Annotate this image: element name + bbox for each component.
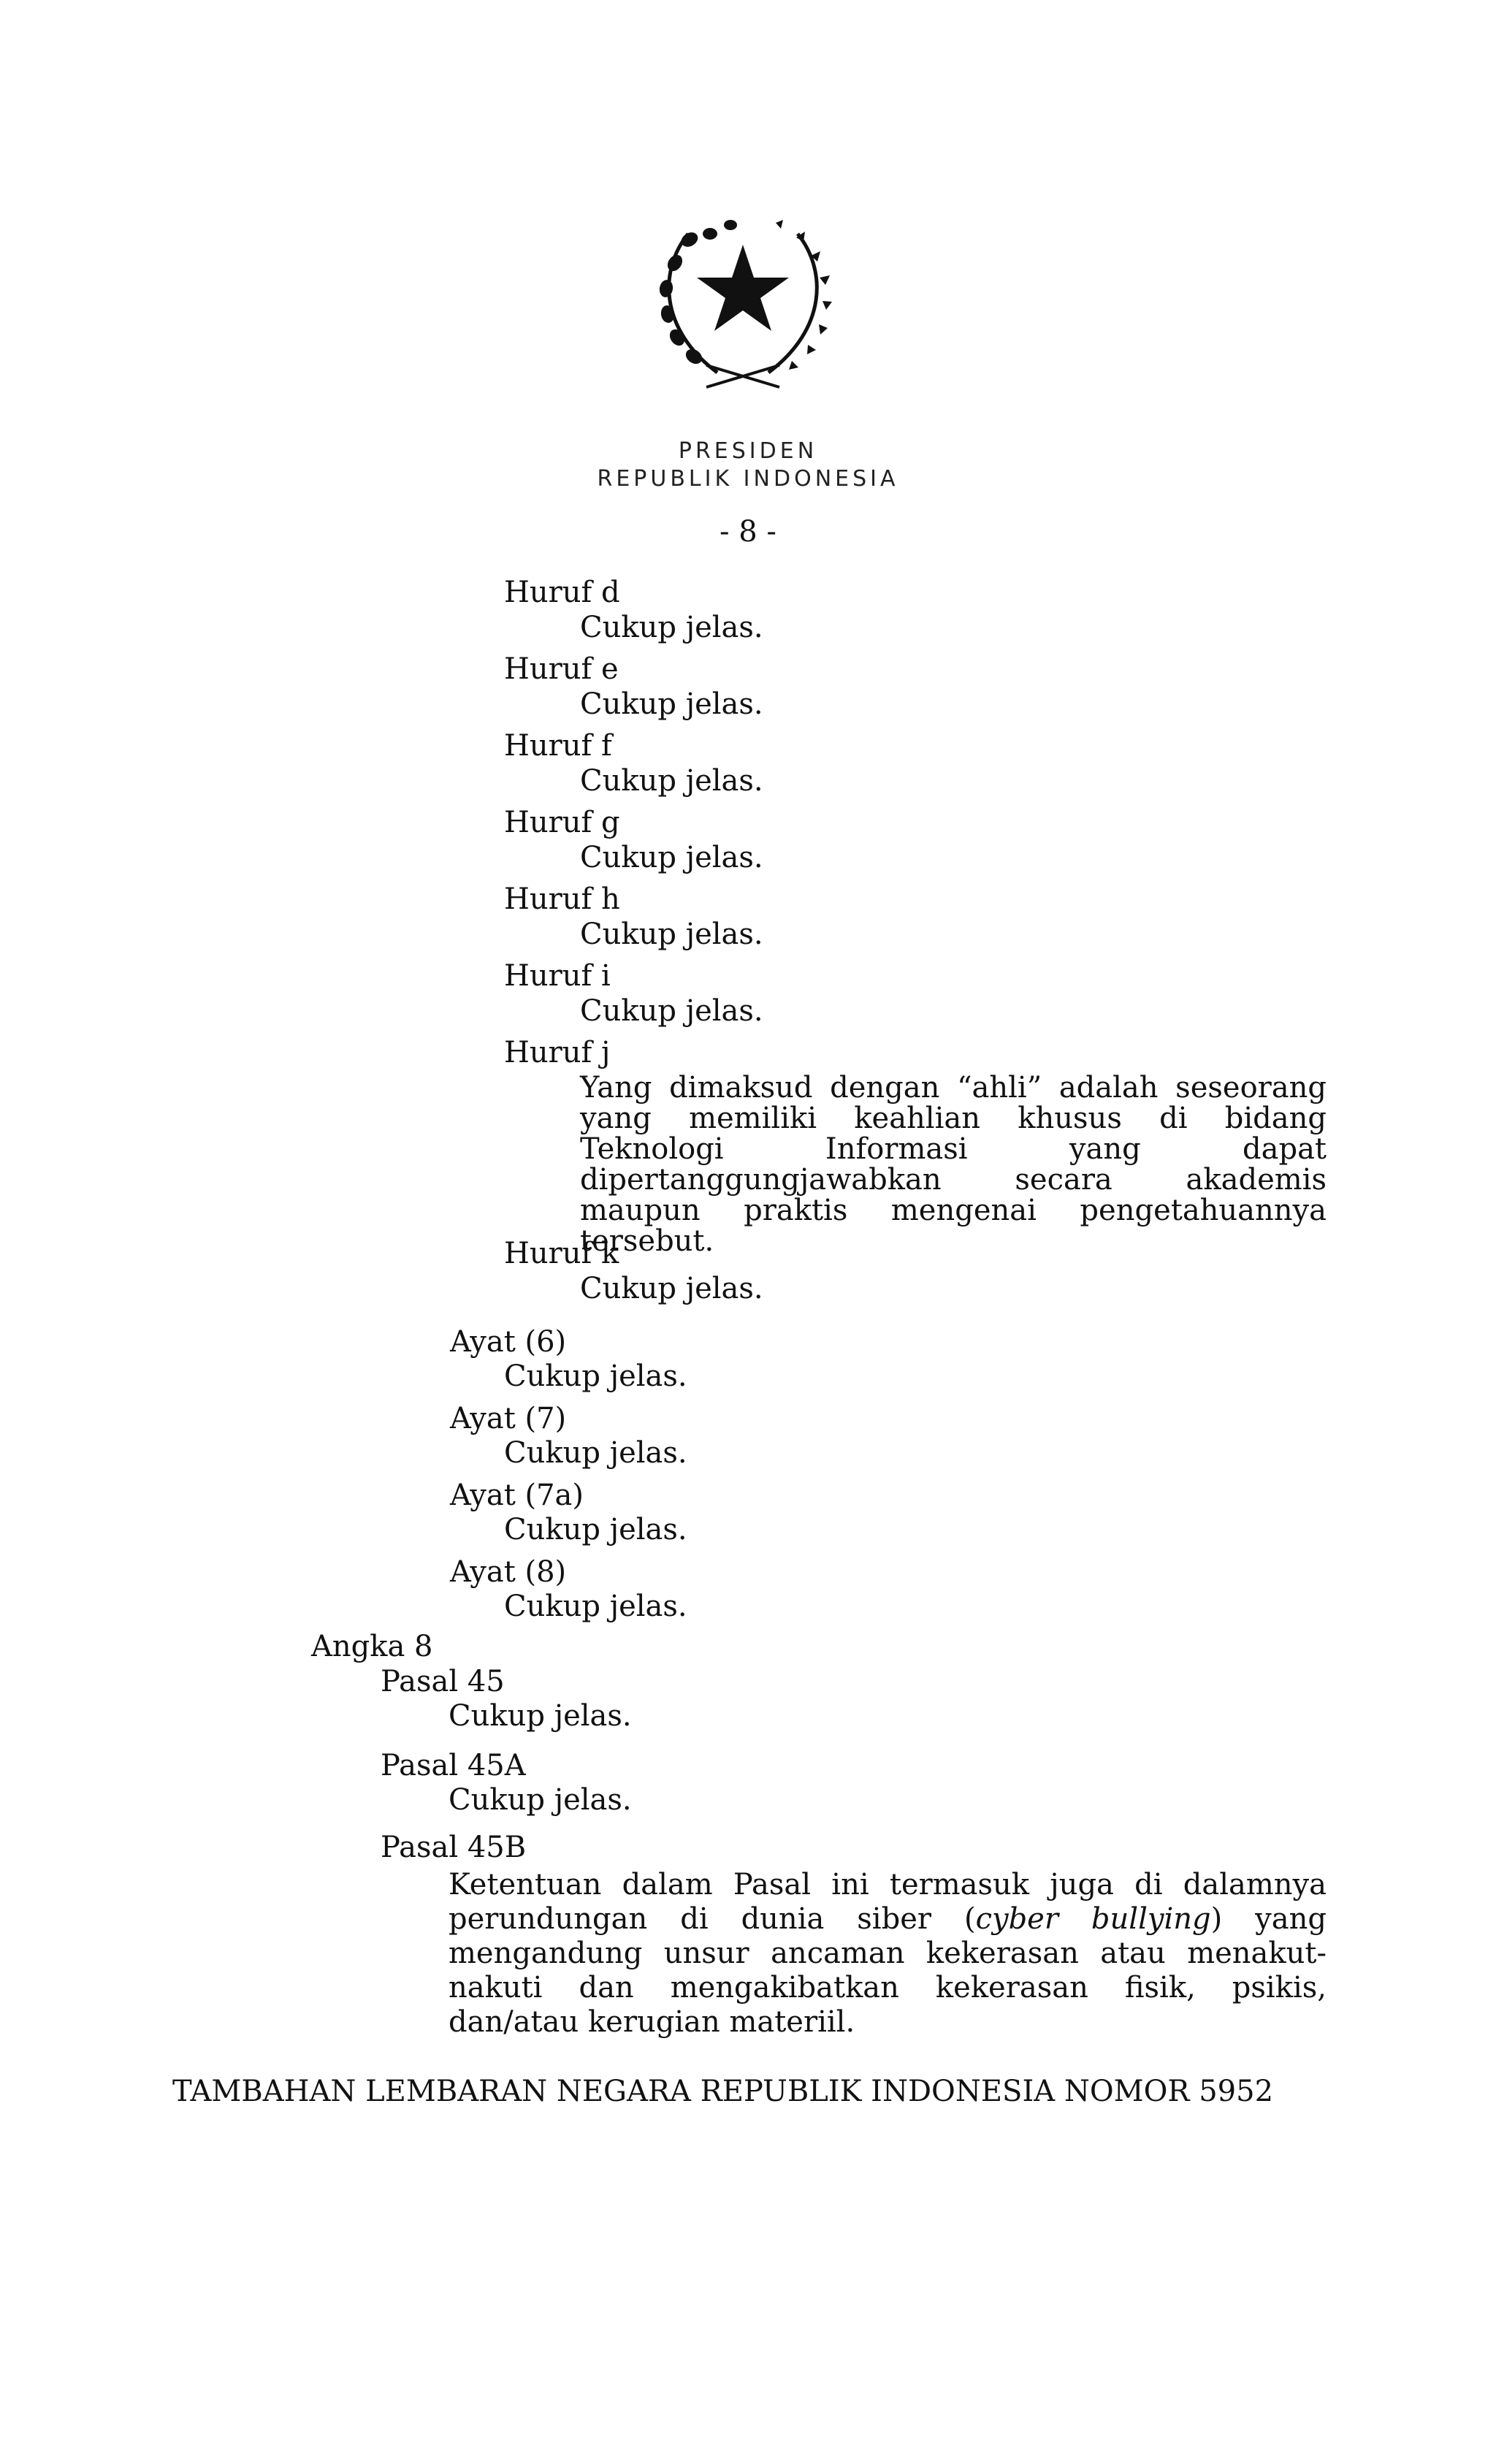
ayat-8-label: Ayat (8) — [450, 1555, 567, 1589]
huruf-g-label: Huruf g — [504, 806, 620, 839]
presidential-emblem-icon — [637, 205, 849, 398]
huruf-e-text: Cukup jelas. — [580, 687, 763, 721]
huruf-j-text: Yang dimaksud dengan “ahli” adalah seseorang yang memiliki keahlian khusus di bidang Teknologi Informasi yang dapat dipertanggungjawabkan secara akademis maupun praktis mengenai pengetahuannya tersebut. — [580, 1071, 1327, 1258]
huruf-d-label: Huruf d — [504, 576, 620, 609]
ayat-8-text: Cukup jelas. — [504, 1590, 687, 1623]
pasal-45a-text: Cukup jelas. — [449, 1783, 632, 1817]
pasal-45-label: Pasal 45 — [381, 1665, 505, 1698]
footer-reference: TAMBAHAN LEMBARAN NEGARA REPUBLIK INDONESIA NOMOR 5952 — [172, 2075, 1274, 2108]
ayat-6-label: Ayat (6) — [450, 1325, 567, 1359]
ayat-6-text: Cukup jelas. — [504, 1359, 687, 1393]
header-line-2: REPUBLIK INDONESIA — [597, 466, 899, 492]
pasal-45b-italic-term: cyber bullying — [975, 1902, 1211, 1936]
huruf-d-text: Cukup jelas. — [580, 611, 763, 644]
huruf-j-label: Huruf j — [504, 1036, 611, 1069]
pasal-45-text: Cukup jelas. — [449, 1699, 632, 1733]
huruf-f-text: Cukup jelas. — [580, 764, 763, 798]
page-number: - 8 - — [720, 515, 776, 549]
pasal-45b-label: Pasal 45B — [381, 1831, 527, 1864]
huruf-h-label: Huruf h — [504, 882, 620, 916]
huruf-f-label: Huruf f — [504, 729, 612, 763]
header-line-1: PRESIDEN — [678, 438, 818, 464]
ayat-7-text: Cukup jelas. — [504, 1436, 687, 1470]
huruf-e-label: Huruf e — [504, 652, 619, 686]
huruf-i-text: Cukup jelas. — [580, 994, 763, 1028]
angka-label: Angka 8 — [311, 1630, 433, 1663]
huruf-g-text: Cukup jelas. — [580, 841, 763, 874]
ayat-7-label: Ayat (7) — [450, 1402, 567, 1435]
pasal-45a-label: Pasal 45A — [381, 1749, 526, 1782]
ayat-7a-label: Ayat (7a) — [450, 1479, 584, 1512]
pasal-45b-text: Ketentuan dalam Pasal ini termasuk juga di dalamnya perundungan di dunia siber (cyber bullying) yang mengandung unsur ancaman kekerasan atau menakut-nakuti dan mengakibatkan kekerasan fisik, psikis, dan/atau kerugian materiil. — [449, 1868, 1327, 2039]
huruf-k-text: Cukup jelas. — [580, 1272, 763, 1305]
ayat-7a-text: Cukup jelas. — [504, 1513, 687, 1546]
huruf-i-label: Huruf i — [504, 959, 611, 993]
huruf-h-text: Cukup jelas. — [580, 918, 763, 951]
huruf-k-label: Huruf k — [504, 1237, 619, 1270]
